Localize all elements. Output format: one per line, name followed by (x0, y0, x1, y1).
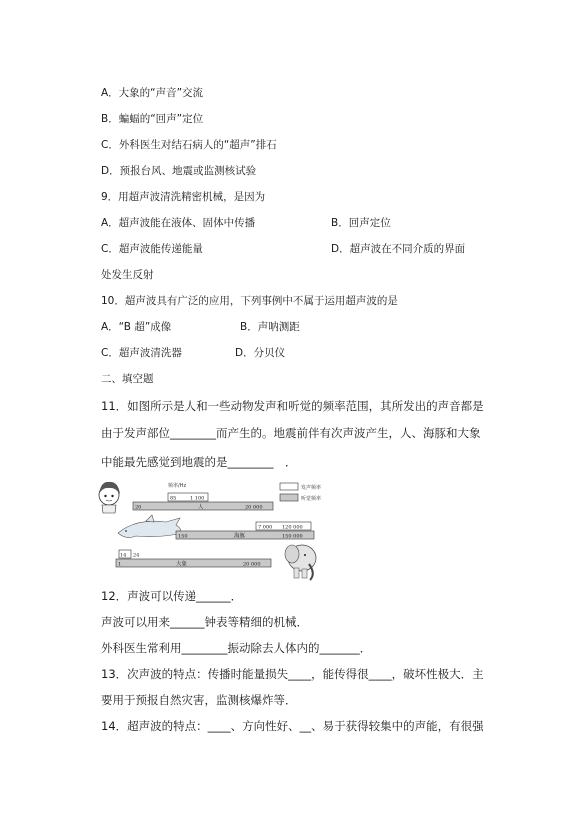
legend-hear-swatch (280, 494, 298, 501)
q9-option-d: D．超声波在不同介质的界面 (331, 243, 466, 255)
frequency-range-figure (96, 478, 326, 588)
legend-emit-label: 发声频率 (301, 485, 322, 491)
human-hear-high: 20 000 (245, 504, 263, 511)
elephant-hear-low: 1 (118, 561, 122, 568)
q9-option-c: C．超声波能传递能量 (101, 243, 203, 255)
q8-option-b: B．蝙蝠的“回声”定位 (101, 113, 204, 125)
q12-line-1: 12．声波可以传递______． (101, 589, 243, 603)
q11-line-1: 11．如图所示是人和一些动物发声和听觉的频率范围，其所发出的声音都是 (101, 399, 484, 413)
q13-line-2: 要用于预报自然灾害，监测核爆炸等． (101, 693, 297, 707)
q12-line-3: 外科医生常利用________振动除去人体内的_______． (101, 641, 372, 655)
q14-line-1: 14．超声波的特点：____、方向性好、__、易于获得较集中的声能，有很强 (101, 719, 484, 733)
q8-option-c: C．外科医生对结石病人的“超声”排石 (101, 139, 277, 151)
elephant-illustration (285, 545, 316, 580)
q10-option-b: B．声呐测距 (240, 321, 300, 333)
dolphin-name: 海豚 (234, 533, 246, 540)
dolphin-hear-high: 150 000 (282, 533, 303, 540)
q9-option-a: A．超声波能在液体、固体中传播 (101, 217, 256, 229)
legend-hear-label: 听觉频率 (301, 496, 322, 502)
elephant-emit-low: 14 (120, 552, 127, 559)
elephant-name: 大象 (176, 561, 188, 568)
q9-stem: 9．用超声波清洗精密机械，是因为 (101, 191, 266, 203)
q10-option-c: C．超声波清洗器 (101, 347, 182, 359)
dolphin-hear-low: 150 (178, 533, 188, 540)
q11-line-3: 中能最先感觉到地震的是________ ． (101, 455, 297, 469)
q10-stem: 10．超声波具有广泛的应用，下列事例中不属于运用超声波的是 (101, 295, 398, 307)
dolphin-emit-low: 7 000 (258, 524, 273, 531)
q13-line-1: 13．次声波的特点：传播时能量损失____，能传得很____，破坏性极大．主 (101, 667, 484, 681)
q8-option-a: A．大象的“声音”交流 (101, 87, 204, 99)
q11-line-2: 由于发声部位________而产生的。地震前伴有次声波产生，人、海豚和大象 (101, 426, 481, 440)
girl-illustration (99, 482, 120, 513)
q10-option-a: A．“B 超”成像 (101, 321, 172, 333)
human-emit-high: 1 100 (190, 495, 205, 502)
elephant-emit-high: 24 (133, 552, 140, 559)
human-emit-low: 85 (170, 495, 177, 502)
axis-label: 频率/Hz (168, 483, 187, 489)
elephant-hear-high: 20 000 (243, 561, 261, 568)
legend-emit-swatch (280, 483, 298, 490)
q9-option-d-continued: 处发生反射 (101, 269, 154, 281)
q9-option-b: B．回声定位 (331, 217, 391, 229)
dolphin-illustration (118, 515, 181, 537)
human-hear-low: 20 (135, 504, 142, 511)
q12-line-2: 声波可以用来______钟表等精细的机械． (101, 615, 308, 629)
section-heading: 二、填空题 (101, 373, 154, 385)
q10-option-d: D．分贝仪 (235, 347, 286, 359)
human-name: 人 (198, 504, 204, 511)
dolphin-emit-high: 120 000 (282, 524, 303, 531)
q8-option-d: D．预报台风、地震或监测核试验 (101, 165, 257, 177)
